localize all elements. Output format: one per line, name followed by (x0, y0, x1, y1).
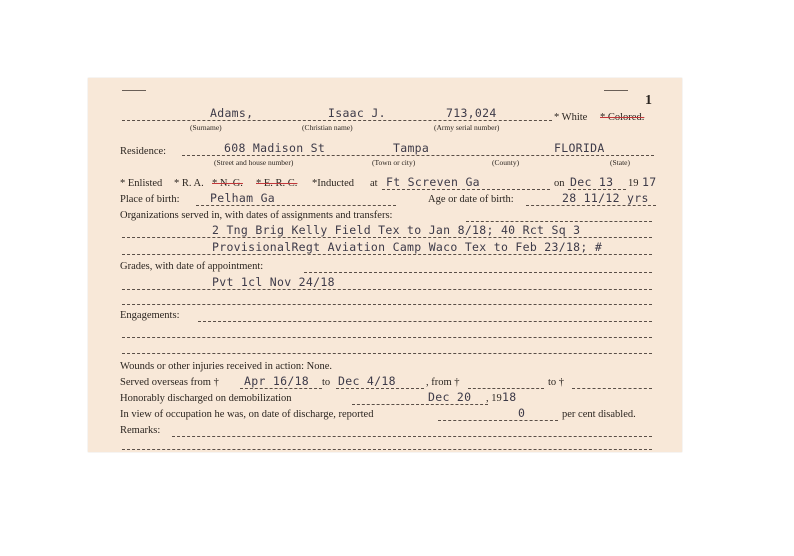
discharged-label: Honorably discharged on demobilization (120, 393, 292, 404)
discharge-date-line (352, 404, 488, 405)
engagements-line-0 (198, 321, 652, 322)
state-caption: (State) (610, 158, 630, 167)
birth-place-value: Pelham Ga (210, 191, 276, 205)
remarks-line-1 (122, 449, 652, 450)
served-overseas-label: Served overseas from † (120, 377, 219, 388)
overseas-to-line (336, 388, 424, 389)
engagements-line-2 (122, 353, 652, 354)
street-caption: (Street and house number) (214, 158, 294, 167)
at-label: at (370, 178, 378, 189)
grades-line-1 (122, 289, 652, 290)
street-value: 608 Madison St (224, 141, 326, 155)
christian-name-value: Isaac J. (328, 106, 386, 120)
colored-label: * Colored. (600, 112, 645, 123)
birth-place-line (196, 205, 396, 206)
to-label: to (322, 377, 331, 388)
remarks-line-0 (172, 436, 652, 437)
white-label: * White (554, 112, 588, 123)
from2-line (468, 388, 544, 389)
disability-value: 0 (518, 406, 526, 420)
county-caption: (County) (492, 158, 520, 167)
corner-mark (122, 90, 146, 91)
disability-line (438, 420, 558, 421)
on-label: on (554, 178, 565, 189)
age-line (526, 205, 656, 206)
ra-label: * R. A. (174, 178, 204, 189)
overseas-from-line (240, 388, 322, 389)
inducted-label: *Inducted (312, 178, 354, 189)
inducted-year-value: 17 (642, 175, 657, 189)
christian-caption: (Christian name) (302, 123, 353, 132)
name-line (122, 120, 552, 121)
wounds-label: Wounds or other injuries received in action: None. (120, 361, 333, 372)
grades-value: Pvt 1cl Nov 24/18 (212, 275, 335, 289)
grades-line-2 (122, 304, 652, 305)
age-label: Age or date of birth: (428, 194, 514, 205)
age-value: 28 11/12 yrs (562, 191, 649, 205)
discharge-date-value: Dec 20 (428, 390, 472, 404)
card-number: 1 (645, 93, 652, 108)
organization-line-1: 2 Tng Brig Kelly Field Tex to Jan 8/18; 40 Rct Sq 3 (212, 223, 581, 237)
organizations-label: Organizations served in, with dates of assignments and transfers: (120, 210, 393, 221)
corner-mark (604, 90, 628, 91)
percent-label: per cent disabled. (562, 409, 636, 420)
engagements-label: Engagements: (120, 310, 180, 321)
inducted-on-value: Dec 13 (570, 175, 614, 189)
organizations-line-1 (122, 237, 652, 238)
residence-label: Residence: (120, 146, 167, 157)
to2-line (572, 388, 652, 389)
discharge-year-value: 18 (502, 390, 517, 404)
town-caption: (Town or city) (372, 158, 416, 167)
to2-label: to † (548, 377, 565, 388)
from2-label: , from † (426, 377, 460, 388)
organization-line-2: ProvisionalRegt Aviation Camp Waco Tex to Feb 23/18; # (212, 240, 603, 254)
state-value: FLORIDA (554, 141, 605, 155)
overseas-from-value: Apr 16/18 (244, 374, 310, 388)
overseas-to-value: Dec 4/18 (338, 374, 396, 388)
serial-caption: (Army serial number) (434, 123, 500, 132)
surname-value: Adams, (210, 106, 254, 120)
service-record-card (88, 78, 682, 452)
serial-value: 713,024 (446, 106, 497, 120)
engagements-line-1 (122, 337, 652, 338)
remarks-label: Remarks: (120, 425, 161, 436)
place-of-birth-label: Place of birth: (120, 194, 180, 205)
organizations-line-2 (122, 254, 652, 255)
residence-line (182, 155, 654, 156)
inducted-at-value: Ft Screven Ga (386, 175, 480, 189)
inducted-on-line (568, 189, 626, 190)
enlisted-label: * Enlisted (120, 178, 163, 189)
occupation-label: In view of occupation he was, on date of discharge, reported (120, 409, 374, 420)
inducted-at-line (382, 189, 550, 190)
grades-line-0 (304, 272, 652, 273)
discharge-year-prefix: , 19 (486, 393, 502, 404)
surname-caption: (Surname) (190, 123, 222, 132)
organizations-line-0 (466, 221, 652, 222)
year-prefix: 19 (628, 178, 639, 189)
town-value: Tampa (393, 141, 430, 155)
erc-label: * E. R. C. (256, 178, 298, 189)
grades-label: Grades, with date of appointment: (120, 261, 264, 272)
ng-label: * N. G. (212, 178, 243, 189)
